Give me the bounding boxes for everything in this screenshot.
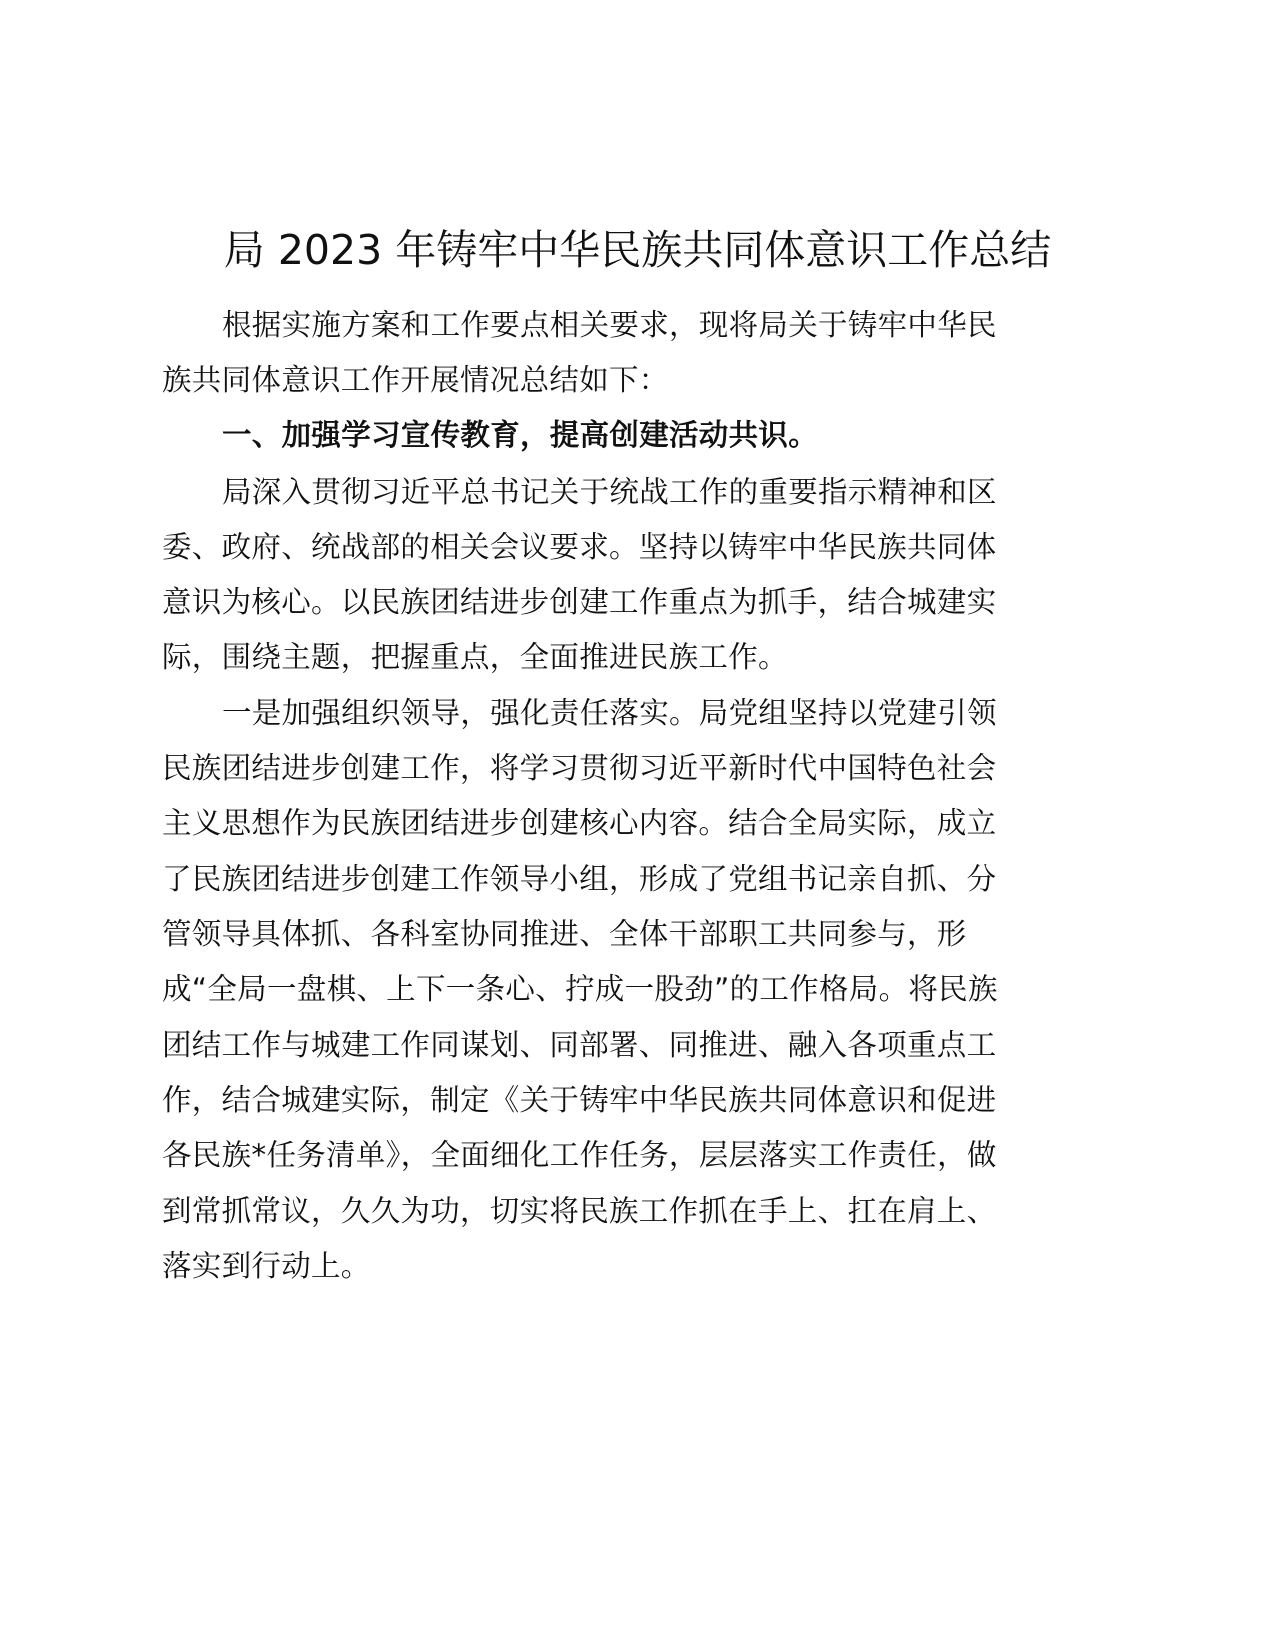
paragraph-line: 了民族团结进步创建工作领导小组，形成了党组书记亲自抓、分 [162, 862, 997, 896]
paragraph-line: 根据实施方案和工作要点相关要求，现将局关于铸牢中华民 [222, 308, 997, 342]
paragraph-line: 际，围绕主题，把握重点，全面推进民族工作。 [162, 640, 788, 674]
paragraph-line: 意识为核心。以民族团结进步创建工作重点为抓手，结合城建实 [162, 585, 997, 619]
paragraph-line: 各民族*任务清单》，全面细化工作任务，层层落实工作责任，做 [162, 1138, 997, 1172]
paragraph-line: 作，结合城建实际，制定《关于铸牢中华民族共同体意识和促进 [162, 1083, 997, 1117]
section-heading: 一、加强学习宣传教育，提高创建活动共识。 [222, 418, 819, 452]
paragraph-line: 落实到行动上。 [162, 1249, 371, 1283]
paragraph-line: 一是加强组织领导，强化责任落实。局党组坚持以党建引领 [222, 696, 997, 730]
paragraph-line: 成“全局一盘棋、上下一条心、拧成一股劲”的工作格局。将民族 [162, 972, 998, 1006]
paragraph-line: 委、政府、统战部的相关会议要求。坚持以铸牢中华民族共同体 [162, 530, 997, 564]
paragraph-line: 主义思想作为民族团结进步创建核心内容。结合全局实际，成立 [162, 806, 997, 840]
paragraph-line: 族共同体意识工作开展情况总结如下： [162, 363, 669, 397]
paragraph-line: 到常抓常议，久久为功，切实将民族工作抓在手上、扛在肩上、 [162, 1194, 997, 1228]
paragraph-line: 民族团结进步创建工作，将学习贯彻习近平新时代中国特色社会 [162, 751, 997, 785]
paragraph-line: 管领导具体抓、各科室协同推进、全体干部职工共同参与，形 [162, 917, 967, 951]
paragraph-line: 团结工作与城建工作同谋划、同部署、同推进、融入各项重点工 [162, 1028, 997, 1062]
document-title: 局 2023 年铸牢中华民族共同体意识工作总结 [223, 226, 1052, 274]
paragraph-line: 局深入贯彻习近平总书记关于统战工作的重要指示精神和区 [222, 475, 997, 509]
